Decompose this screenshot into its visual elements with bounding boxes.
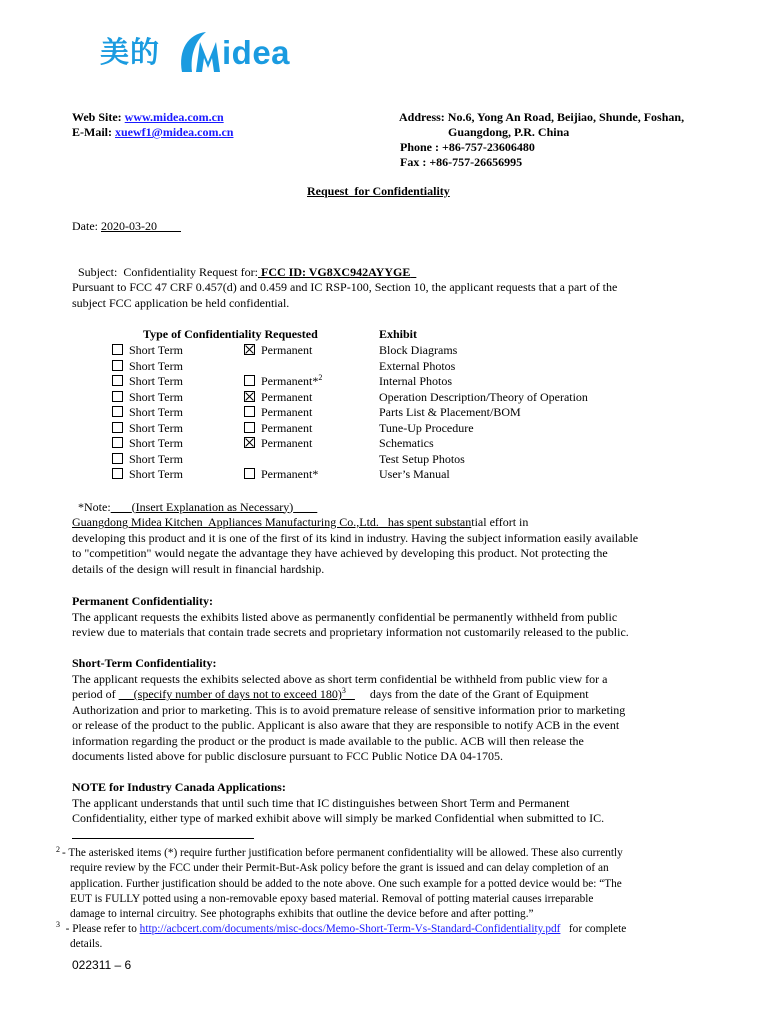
website-line: Web Site: www.midea.com.cn <box>72 110 224 124</box>
short-term-checkbox[interactable] <box>112 468 123 479</box>
document-code: 022311 – 6 <box>72 958 132 972</box>
short-term-label: Short Term <box>129 451 183 466</box>
email-line: E-Mail: xuewf1@midea.com.cn <box>72 125 234 139</box>
footnote-2: 2 - The asterisked items (*) require further justification before permanent confidentiality will be allowed. These also currently require review by the FCC under their Permit-But-Ask policy before the grant is issued and can delay completion of an application. Further justification should be added to the note above. One such example for a potted device would be: “The EUT is FULLY potted using a non-removable epoxy based material. Removal of potting material causes irreparable damage to internal circuitry. See photographs exhibits that outline the device before and after potting.” <box>56 845 623 921</box>
company-paragraph: Guangdong Midea Kitchen Appliances Manufacturing Co.,Ltd. has spent substantial effort in developing this product and it is one of the first of its kind in industry. Having the subject information easily available to "competition" would negate the advantage they have achieved by developing this product. Not protecting the details of the design will result in financial hardship. <box>72 515 639 576</box>
short-term-checkbox[interactable] <box>112 344 123 355</box>
short-term-label: Short Term <box>129 436 183 450</box>
permanent-option <box>244 436 312 452</box>
permanent-checkbox[interactable] <box>244 344 255 355</box>
page-title: Request for Confidentiality <box>307 184 450 198</box>
footnote-divider <box>72 838 254 839</box>
short-term-label: Short Term <box>129 389 183 404</box>
permanent-label: Permanent <box>261 436 313 450</box>
short-term-label: Short Term <box>129 374 183 388</box>
permanent-checkbox[interactable] <box>244 391 255 402</box>
shortterm-heading: Short-Term Confidentiality: <box>72 656 217 670</box>
exhibit-label: Schematics <box>379 436 434 450</box>
short-term-checkbox[interactable] <box>112 406 123 417</box>
period-blank: (specify number of days not to exceed 180)$^3$ <box>118 686 346 701</box>
permanent-option <box>244 374 322 390</box>
short-term-option <box>112 405 183 421</box>
short-term-label: Short Term <box>129 420 183 435</box>
exhibit-label: External Photos <box>379 358 456 373</box>
table-header-exhibit: Exhibit <box>379 327 418 341</box>
logo-text: idea <box>222 34 291 71</box>
short-term-label: Short Term <box>129 358 183 373</box>
note-line: *Note: (Insert Explanation as Necessary) <box>72 484 317 515</box>
short-term-checkbox[interactable] <box>112 360 123 371</box>
short-term-label: Short Term <box>129 405 183 419</box>
logo-m-swoosh-icon <box>176 28 226 78</box>
permanent-checkbox[interactable] <box>244 375 255 386</box>
permanent-checkbox[interactable] <box>244 422 255 433</box>
exhibit-label: Tune-Up Procedure <box>379 420 474 435</box>
permanent-option <box>244 343 312 359</box>
canada-heading: NOTE for Industry Canada Applications: <box>72 780 286 794</box>
phone: Phone : +86-757-23606480 <box>400 140 535 154</box>
exhibit-label: Parts List & Placement/BOM <box>379 405 521 419</box>
short-term-option <box>112 374 183 390</box>
exhibit-label: Block Diagrams <box>379 343 458 357</box>
email-link[interactable]: xuewf1@midea.com.cn <box>115 125 234 139</box>
short-term-checkbox[interactable] <box>112 437 123 448</box>
canada-section: NOTE for Industry Canada Applications: The applicant understands that until such time that IC distinguishes between Short Term and Permanent Confidentiality, either type of marked exhibit above will simply be marked Confidential when submitted to IC. <box>72 780 722 827</box>
exhibit-label: Operation Description/Theory of Operation <box>379 389 588 404</box>
note-explanation: (Insert Explanation as Necessary) <box>131 499 294 514</box>
permanent-option <box>244 390 312 406</box>
short-term-option <box>112 343 183 359</box>
permanent-label: Permanent <box>261 343 313 357</box>
address-line-1: Address: No.6, Yong An Road, Beijiao, Shunde, Foshan, <box>399 110 685 124</box>
permanent-option <box>244 467 318 483</box>
permanent-label: Permanent* <box>261 467 319 481</box>
short-term-checkbox[interactable] <box>112 422 123 433</box>
exhibit-label: User’s Manual <box>379 467 450 481</box>
permanent-label: Permanent <box>261 405 313 419</box>
subject-line: Subject: Confidentiality Request for: FCC ID: VG8XC942AYYGE <box>72 249 416 280</box>
short-term-option <box>112 359 183 375</box>
short-term-checkbox[interactable] <box>112 375 123 386</box>
exhibit-label: Test Setup Photos <box>379 451 465 466</box>
permanent-label: Permanent <box>261 420 313 435</box>
short-term-option <box>112 452 183 468</box>
short-term-checkbox[interactable] <box>112 453 123 464</box>
permanent-option <box>244 421 312 437</box>
permanent-checkbox[interactable] <box>244 468 255 479</box>
date-line: Date: 2020-03-20 <box>72 219 181 235</box>
website-link[interactable]: www.midea.com.cn <box>124 110 224 124</box>
shortterm-section: Short-Term Confidentiality: The applicant requests the exhibits selected above as short term confidential be withheld from public view for a period of (specify number of days not to exceed 180)$^3$ days from the date of the Grant of Equipment Authorization and prior to marketing. This is to avoid premature release of sensitive information prior to marketing or release of the product to the public. Applicant is also aware that they are responsible to notify ACB in the event information regarding the product or the product is made available to the public. ACB will then release the documents listed above for public disclosure pursuant to FCC Public Notice DA 04-1705. <box>72 656 722 765</box>
footnote-ref: 2 <box>318 373 323 382</box>
footnote-3: $^3$ - Please refer to http://acbcert.com/documents/misc-docs/Memo-Short-Term-Vs-Standard-Confidentiality.pdf for complete details. <box>56 920 627 951</box>
permanent-heading: Permanent Confidentiality: <box>72 594 213 608</box>
acbcert-link[interactable]: http://acbcert.com/documents/misc-docs/Memo-Short-Term-Vs-Standard-Confidentiality.pdf <box>139 923 561 935</box>
permanent-checkbox[interactable] <box>244 437 255 448</box>
date-value: 2020-03-20 <box>101 219 157 233</box>
address-line-2: Guangdong, P.R. China <box>448 125 570 139</box>
short-term-option <box>112 390 183 406</box>
permanent-label: Permanent* <box>261 374 319 388</box>
short-term-option <box>112 421 183 437</box>
permanent-option <box>244 405 312 421</box>
pursuant-paragraph: Pursuant to FCC 47 CRF 0.457(d) and 0.459 and IC RSP-100, Section 10, the applicant requests that a part of the subject FCC application be held confidential. <box>72 280 618 310</box>
fcc-id: FCC ID: VG8XC942AYYGE <box>260 264 411 279</box>
table-header-type: Type of Confidentiality Requested <box>143 327 318 341</box>
short-term-label: Short Term <box>129 343 183 357</box>
permanent-label: Permanent <box>261 389 313 404</box>
short-term-checkbox[interactable] <box>112 391 123 402</box>
short-term-option <box>112 467 183 483</box>
footnote-3-mark: 3 <box>56 920 60 930</box>
exhibit-label: Internal Photos <box>379 374 452 388</box>
permanent-checkbox[interactable] <box>244 406 255 417</box>
short-term-label: Short Term <box>129 467 183 481</box>
short-term-option <box>112 436 183 452</box>
company-name: Guangdong Midea Kitchen Appliances Manufacturing Co.,Ltd. has spent substan <box>72 515 472 529</box>
logo-chinese: 美的 <box>100 37 161 69</box>
fax: Fax : +86-757-26656995 <box>400 155 523 169</box>
midea-logo <box>100 28 330 78</box>
permanent-section: Permanent Confidentiality: The applicant requests the exhibits listed above as permanently confidential be permanently withheld from public review due to materials that contain trade secrets and proprietary information not customarily released to the public. <box>72 594 722 641</box>
